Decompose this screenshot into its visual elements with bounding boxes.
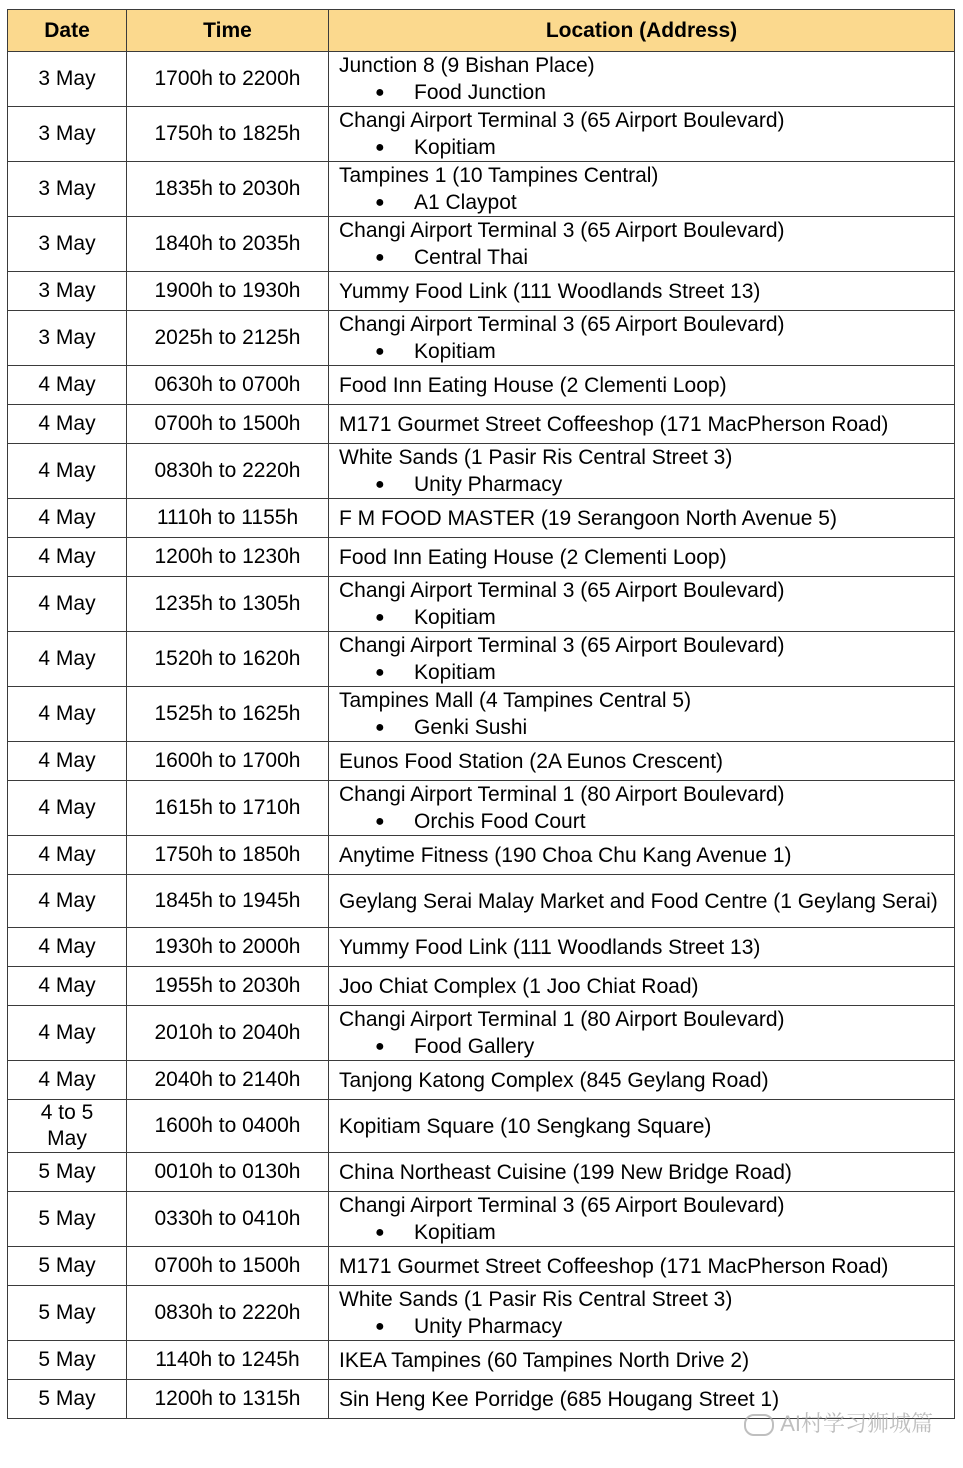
time-cell: 0830h to 2220h	[127, 1286, 329, 1341]
table-row	[8, 687, 955, 742]
location-cell	[329, 1006, 955, 1061]
venue-name: Genki Sushi	[414, 716, 528, 739]
header-row	[8, 10, 955, 52]
location-cell	[329, 1153, 955, 1192]
time-cell: 0630h to 0700h	[127, 366, 329, 405]
location-address: White Sands (1 Pasir Ris Central Street 3)	[339, 1288, 733, 1311]
time-cell: 1200h to 1230h	[127, 538, 329, 577]
location-cell	[329, 928, 955, 967]
venue-name: Kopitiam	[414, 1221, 496, 1244]
location-address: China Northeast Cuisine (199 New Bridge Road)	[339, 1160, 792, 1184]
date-cell: 3 May	[8, 162, 127, 217]
venue-sub-item	[339, 244, 954, 271]
venue-sub-item	[339, 189, 954, 216]
table-row	[8, 1192, 955, 1247]
location-cell	[329, 1247, 955, 1286]
date-cell: 4 May	[8, 781, 127, 836]
time-cell: 1750h to 1850h	[127, 836, 329, 875]
table-row	[8, 538, 955, 577]
venue-name: Central Thai	[414, 246, 529, 269]
time-cell: 2040h to 2140h	[127, 1061, 329, 1100]
location-cell	[329, 1286, 955, 1341]
date-cell: 4 to 5 May	[8, 1100, 127, 1153]
location-cell	[329, 1341, 955, 1380]
bullet-icon: ●	[375, 1318, 385, 1335]
location-cell	[329, 538, 955, 577]
location-column-header: Location (Address)	[329, 10, 955, 52]
date-cell: 4 May	[8, 1006, 127, 1061]
venue-name: Kopitiam	[414, 340, 496, 363]
venue-sub-item	[339, 471, 954, 498]
location-address: Changi Airport Terminal 3 (65 Airport Boulevard)	[339, 109, 785, 132]
table-row	[8, 217, 955, 272]
venue-name: Kopitiam	[414, 661, 496, 684]
date-cell: 4 May	[8, 875, 127, 928]
location-address: IKEA Tampines (60 Tampines North Drive 2)	[339, 1348, 750, 1372]
location-address: Tampines 1 (10 Tampines Central)	[339, 164, 659, 187]
table-row	[8, 928, 955, 967]
time-cell: 1900h to 1930h	[127, 272, 329, 311]
venue-sub-item	[339, 1313, 954, 1340]
date-cell: 4 May	[8, 538, 127, 577]
venue-sub-item	[339, 604, 954, 631]
location-cell	[329, 1061, 955, 1100]
bullet-icon: ●	[375, 664, 385, 681]
time-cell: 1955h to 2030h	[127, 967, 329, 1006]
table-row	[8, 405, 955, 444]
date-cell: 4 May	[8, 928, 127, 967]
date-cell: 4 May	[8, 366, 127, 405]
venue-sub-item	[339, 808, 954, 835]
venue-name: Food Junction	[414, 81, 546, 104]
venue-name: Kopitiam	[414, 606, 496, 629]
visit-locations-table	[7, 9, 955, 1419]
time-cell: 1700h to 2200h	[127, 52, 329, 107]
location-cell	[329, 742, 955, 781]
time-cell: 0700h to 1500h	[127, 405, 329, 444]
table-row	[8, 272, 955, 311]
location-cell	[329, 107, 955, 162]
date-cell: 4 May	[8, 1061, 127, 1100]
location-address: M171 Gourmet Street Coffeeshop (171 MacPherson Road)	[339, 412, 889, 436]
date-cell: 5 May	[8, 1341, 127, 1380]
date-cell: 4 May	[8, 632, 127, 687]
time-cell: 1110h to 1155h	[127, 499, 329, 538]
date-cell: 4 May	[8, 836, 127, 875]
time-cell: 1750h to 1825h	[127, 107, 329, 162]
venue-name: Orchis Food Court	[414, 810, 586, 833]
location-cell	[329, 52, 955, 107]
date-cell: 5 May	[8, 1153, 127, 1192]
time-cell: 0700h to 1500h	[127, 1247, 329, 1286]
table-row	[8, 1100, 955, 1153]
location-cell	[329, 405, 955, 444]
date-cell: 4 May	[8, 499, 127, 538]
table-row	[8, 836, 955, 875]
table-row	[8, 1341, 955, 1380]
date-cell: 3 May	[8, 272, 127, 311]
location-cell	[329, 499, 955, 538]
location-cell	[329, 366, 955, 405]
venue-name: Kopitiam	[414, 136, 496, 159]
bullet-icon: ●	[375, 194, 385, 211]
time-cell: 0330h to 0410h	[127, 1192, 329, 1247]
location-address: Changi Airport Terminal 3 (65 Airport Boulevard)	[339, 1194, 785, 1217]
watermark-text: AI村学习狮城篇	[780, 1411, 933, 1436]
table-row	[8, 1380, 955, 1419]
location-cell	[329, 781, 955, 836]
location-address: Anytime Fitness (190 Choa Chu Kang Avenue 1)	[339, 843, 792, 867]
table-row	[8, 1153, 955, 1192]
location-cell	[329, 272, 955, 311]
venue-sub-item	[339, 714, 954, 741]
date-cell: 5 May	[8, 1192, 127, 1247]
visit-locations-table-container	[7, 9, 954, 1419]
table-body	[8, 52, 955, 1419]
table-row	[8, 444, 955, 499]
time-cell: 1525h to 1625h	[127, 687, 329, 742]
location-cell	[329, 577, 955, 632]
location-cell	[329, 311, 955, 366]
location-address: Tampines Mall (4 Tampines Central 5)	[339, 689, 692, 712]
time-cell: 1930h to 2000h	[127, 928, 329, 967]
table-row	[8, 107, 955, 162]
location-address: Junction 8 (9 Bishan Place)	[339, 54, 595, 77]
table-row	[8, 875, 955, 928]
time-cell: 1235h to 1305h	[127, 577, 329, 632]
location-address: Joo Chiat Complex (1 Joo Chiat Road)	[339, 974, 699, 998]
time-cell: 1200h to 1315h	[127, 1380, 329, 1419]
time-cell: 0830h to 2220h	[127, 444, 329, 499]
date-cell: 4 May	[8, 687, 127, 742]
bullet-icon: ●	[375, 609, 385, 626]
location-address: Changi Airport Terminal 1 (80 Airport Boulevard)	[339, 1008, 785, 1031]
venue-sub-item	[339, 1219, 954, 1246]
date-cell: 4 May	[8, 967, 127, 1006]
location-cell	[329, 632, 955, 687]
location-cell	[329, 967, 955, 1006]
location-address: Food Inn Eating House (2 Clementi Loop)	[339, 373, 727, 397]
bullet-icon: ●	[375, 139, 385, 156]
location-address: Kopitiam Square (10 Sengkang Square)	[339, 1114, 712, 1138]
table-row	[8, 311, 955, 366]
bullet-icon: ●	[375, 476, 385, 493]
location-address: F M FOOD MASTER (19 Serangoon North Avenue 5)	[339, 506, 837, 530]
time-cell: 1600h to 0400h	[127, 1100, 329, 1153]
table-row	[8, 1006, 955, 1061]
location-cell	[329, 1380, 955, 1419]
date-cell: 4 May	[8, 405, 127, 444]
date-cell: 3 May	[8, 52, 127, 107]
table-row	[8, 781, 955, 836]
location-address: Yummy Food Link (111 Woodlands Street 13)	[339, 279, 761, 303]
location-address: Food Inn Eating House (2 Clementi Loop)	[339, 545, 727, 569]
date-cell: 4 May	[8, 742, 127, 781]
location-address: Geylang Serai Malay Market and Food Centre (1 Geylang Serai)	[339, 889, 938, 913]
venue-name: Unity Pharmacy	[414, 473, 563, 496]
location-cell	[329, 217, 955, 272]
table-row	[8, 52, 955, 107]
table-row	[8, 1247, 955, 1286]
venue-sub-item	[339, 1033, 954, 1060]
bullet-icon: ●	[375, 84, 385, 101]
location-address: Changi Airport Terminal 1 (80 Airport Boulevard)	[339, 783, 785, 806]
location-address: M171 Gourmet Street Coffeeshop (171 MacPherson Road)	[339, 1254, 889, 1278]
table-row	[8, 499, 955, 538]
table-row	[8, 162, 955, 217]
location-cell	[329, 162, 955, 217]
table-row	[8, 366, 955, 405]
venue-sub-item	[339, 79, 954, 106]
time-cell: 0010h to 0130h	[127, 1153, 329, 1192]
time-cell: 1615h to 1710h	[127, 781, 329, 836]
table-row	[8, 632, 955, 687]
time-cell: 1140h to 1245h	[127, 1341, 329, 1380]
location-address: Changi Airport Terminal 3 (65 Airport Boulevard)	[339, 634, 785, 657]
time-cell: 1520h to 1620h	[127, 632, 329, 687]
table-row	[8, 967, 955, 1006]
date-cell: 5 May	[8, 1247, 127, 1286]
time-cell: 2010h to 2040h	[127, 1006, 329, 1061]
time-cell: 1835h to 2030h	[127, 162, 329, 217]
bullet-icon: ●	[375, 1038, 385, 1055]
bullet-icon: ●	[375, 1224, 385, 1241]
location-address: Changi Airport Terminal 3 (65 Airport Boulevard)	[339, 219, 785, 242]
venue-name: Food Gallery	[414, 1035, 535, 1058]
time-cell: 1600h to 1700h	[127, 742, 329, 781]
venue-sub-item	[339, 134, 954, 161]
date-cell: 3 May	[8, 217, 127, 272]
table-row	[8, 1061, 955, 1100]
venue-sub-item	[339, 659, 954, 686]
venue-name: A1 Claypot	[414, 191, 517, 214]
time-column-header: Time	[127, 10, 329, 52]
location-address: Changi Airport Terminal 3 (65 Airport Boulevard)	[339, 579, 785, 602]
venue-sub-item	[339, 338, 954, 365]
location-cell	[329, 1192, 955, 1247]
date-column-header: Date	[8, 10, 127, 52]
date-cell: 5 May	[8, 1286, 127, 1341]
location-address: White Sands (1 Pasir Ris Central Street 3)	[339, 446, 733, 469]
location-cell	[329, 687, 955, 742]
bullet-icon: ●	[375, 813, 385, 830]
time-cell: 1845h to 1945h	[127, 875, 329, 928]
table-row	[8, 577, 955, 632]
location-address: Tanjong Katong Complex (845 Geylang Road)	[339, 1068, 769, 1092]
time-cell: 2025h to 2125h	[127, 311, 329, 366]
table-row	[8, 742, 955, 781]
venue-name: Unity Pharmacy	[414, 1315, 563, 1338]
location-cell	[329, 836, 955, 875]
bullet-icon: ●	[375, 719, 385, 736]
date-cell: 4 May	[8, 577, 127, 632]
bullet-icon: ●	[375, 343, 385, 360]
location-cell	[329, 1100, 955, 1153]
time-cell: 1840h to 2035h	[127, 217, 329, 272]
date-cell: 3 May	[8, 311, 127, 366]
location-cell	[329, 444, 955, 499]
date-cell: 5 May	[8, 1380, 127, 1419]
location-cell	[329, 875, 955, 928]
date-cell: 4 May	[8, 444, 127, 499]
location-address: Yummy Food Link (111 Woodlands Street 13)	[339, 935, 761, 959]
location-address: Eunos Food Station (2A Eunos Crescent)	[339, 749, 724, 773]
date-cell: 3 May	[8, 107, 127, 162]
bullet-icon: ●	[375, 249, 385, 266]
location-address: Changi Airport Terminal 3 (65 Airport Boulevard)	[339, 313, 785, 336]
table-row	[8, 1286, 955, 1341]
location-address: Sin Heng Kee Porridge (685 Hougang Street 1)	[339, 1387, 780, 1411]
